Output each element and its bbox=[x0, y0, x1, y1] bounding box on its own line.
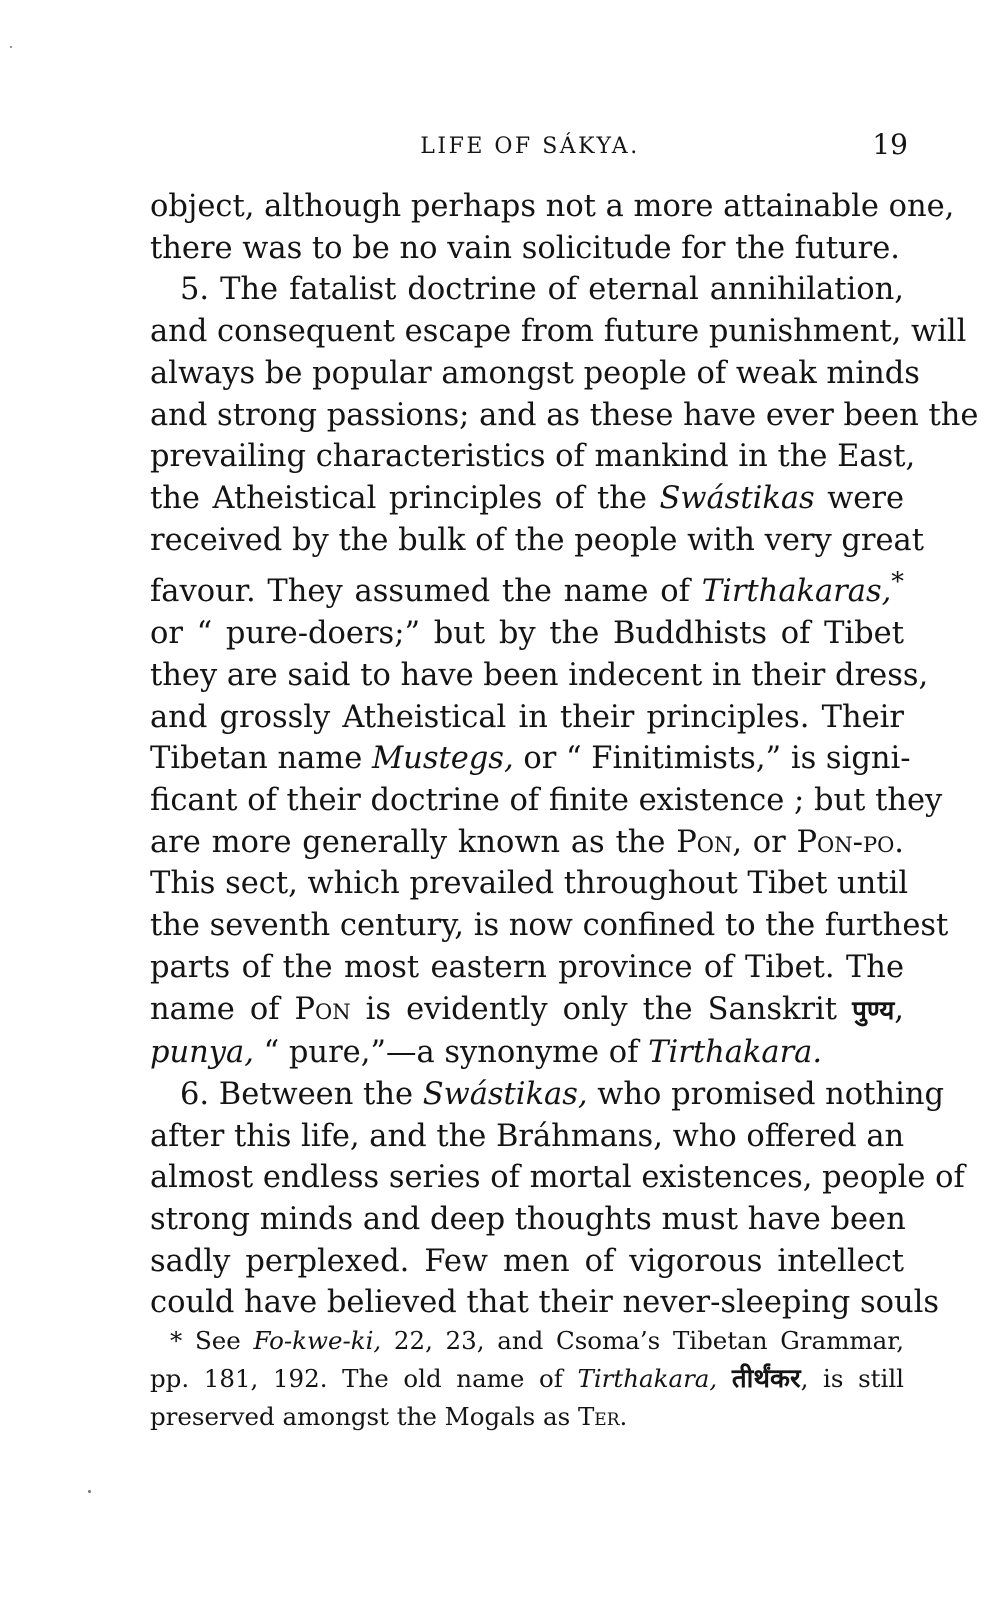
text-line bbox=[150, 822, 904, 864]
text-run: “ pure,”—a synonyme of bbox=[253, 1035, 649, 1071]
footnote-block bbox=[150, 1322, 904, 1436]
paragraph-6-start bbox=[150, 1074, 944, 1116]
text-line: there was to be no vain solicitude for the future. bbox=[150, 230, 900, 266]
text-line: always be popular amongst people of weak minds bbox=[150, 355, 920, 391]
text-run: who promised nothing bbox=[587, 1076, 944, 1112]
text-line: and consequent escape from future punishment, will bbox=[150, 314, 967, 350]
text-run: the Atheistical principles of the bbox=[150, 480, 660, 516]
italic-term: punya, bbox=[150, 1035, 254, 1071]
footnote-marker: * bbox=[891, 566, 904, 597]
body-text bbox=[150, 186, 979, 1324]
text-line bbox=[150, 989, 904, 1033]
text-line bbox=[150, 1032, 904, 1074]
text-line: the seventh century, is now confined to the furthest bbox=[150, 908, 949, 944]
text-run: 22, 23, and Csoma’s Tibetan Grammar, bbox=[381, 1326, 905, 1355]
small-caps-term: Pon-po bbox=[796, 824, 895, 860]
text-line: parts of the most eastern province of Tibet. The bbox=[150, 949, 904, 985]
footnote-line bbox=[150, 1360, 904, 1398]
italic-term: Fo-kwe-ki, bbox=[253, 1326, 382, 1355]
italic-term: Tirthakaras, bbox=[701, 574, 892, 610]
text-run: favour. They assumed the name of bbox=[150, 574, 702, 610]
italic-term: Tirthakara, bbox=[577, 1364, 718, 1393]
text-run: , bbox=[894, 991, 904, 1027]
italic-term: Tirthakara. bbox=[648, 1035, 823, 1071]
text-line: they are said to have been indecent in their dress, bbox=[150, 657, 929, 693]
text-line: prevailing characteristics of mankind in the East, bbox=[150, 439, 916, 475]
text-run: . bbox=[894, 824, 904, 860]
devanagari-word: तीर्थंकर bbox=[731, 1364, 801, 1394]
text-run: name of bbox=[150, 991, 295, 1027]
text-run: are more generally known as the bbox=[150, 824, 677, 860]
italic-term: Mustegs, bbox=[371, 741, 514, 777]
text-run: , is still bbox=[800, 1364, 904, 1393]
text-run bbox=[717, 1364, 732, 1393]
text-line: ficant of their doctrine of finite existence ; but they bbox=[150, 783, 943, 818]
text-run: or “ Finitimists,” is signi- bbox=[513, 741, 911, 777]
paragraph-5-start: 5. The fatalist doctrine of eternal annihilation, bbox=[180, 272, 904, 308]
text-line: strong minds and deep thoughts must have been bbox=[150, 1202, 906, 1238]
text-line: This sect, which prevailed throughout Tibet until bbox=[150, 866, 909, 902]
text-line bbox=[150, 738, 911, 780]
running-head: LIFE OF SÁKYA. bbox=[420, 134, 640, 159]
scan-speck bbox=[88, 1490, 91, 1493]
text-line: sadly perplexed. Few men of vigorous intellect bbox=[150, 1243, 904, 1279]
text-run: Tibetan name bbox=[150, 741, 372, 777]
text-run: is evidently only the Sanskrit bbox=[350, 991, 853, 1027]
small-caps-term: Pon bbox=[676, 824, 733, 860]
text-line: object, although perhaps not a more attainable one, bbox=[150, 189, 955, 224]
text-line: and grossly Atheistical in their principles. Their bbox=[150, 699, 904, 735]
text-line: almost endless series of mortal existences, people of bbox=[150, 1160, 965, 1196]
text-line: and strong passions; and as these have ever been the bbox=[150, 397, 979, 433]
text-line bbox=[150, 561, 904, 613]
small-caps-term: Ter bbox=[577, 1402, 620, 1431]
text-line: received by the bulk of the people with very great bbox=[150, 522, 924, 558]
devanagari-word: पुण्य bbox=[852, 995, 895, 1026]
text-line: or “ pure-doers;” but by the Buddhists of Tibet bbox=[150, 616, 904, 652]
text-run: were bbox=[814, 480, 904, 516]
text-line: could have believed that their never-sleeping souls bbox=[150, 1285, 940, 1321]
page-header bbox=[0, 128, 1000, 168]
italic-term: Swástikas, bbox=[422, 1076, 588, 1112]
text-line bbox=[150, 478, 904, 520]
text-line: after this life, and the Bráhmans, who offered an bbox=[150, 1118, 905, 1154]
scan-speck bbox=[10, 46, 12, 48]
small-caps-term: Pon bbox=[294, 991, 351, 1027]
text-run: pp. 181, 192. The old name of bbox=[150, 1364, 578, 1393]
text-run: preserved amongst the Mogals as bbox=[150, 1402, 578, 1431]
footnote-line bbox=[150, 1398, 904, 1436]
italic-term: Swástikas bbox=[659, 480, 815, 516]
page-number: 19 bbox=[872, 128, 908, 161]
text-run: 6. Between the bbox=[180, 1076, 423, 1112]
text-run: * See bbox=[170, 1326, 254, 1355]
footnote-line bbox=[150, 1322, 904, 1360]
text-run: , or bbox=[732, 824, 797, 860]
text-run: . bbox=[619, 1402, 628, 1431]
